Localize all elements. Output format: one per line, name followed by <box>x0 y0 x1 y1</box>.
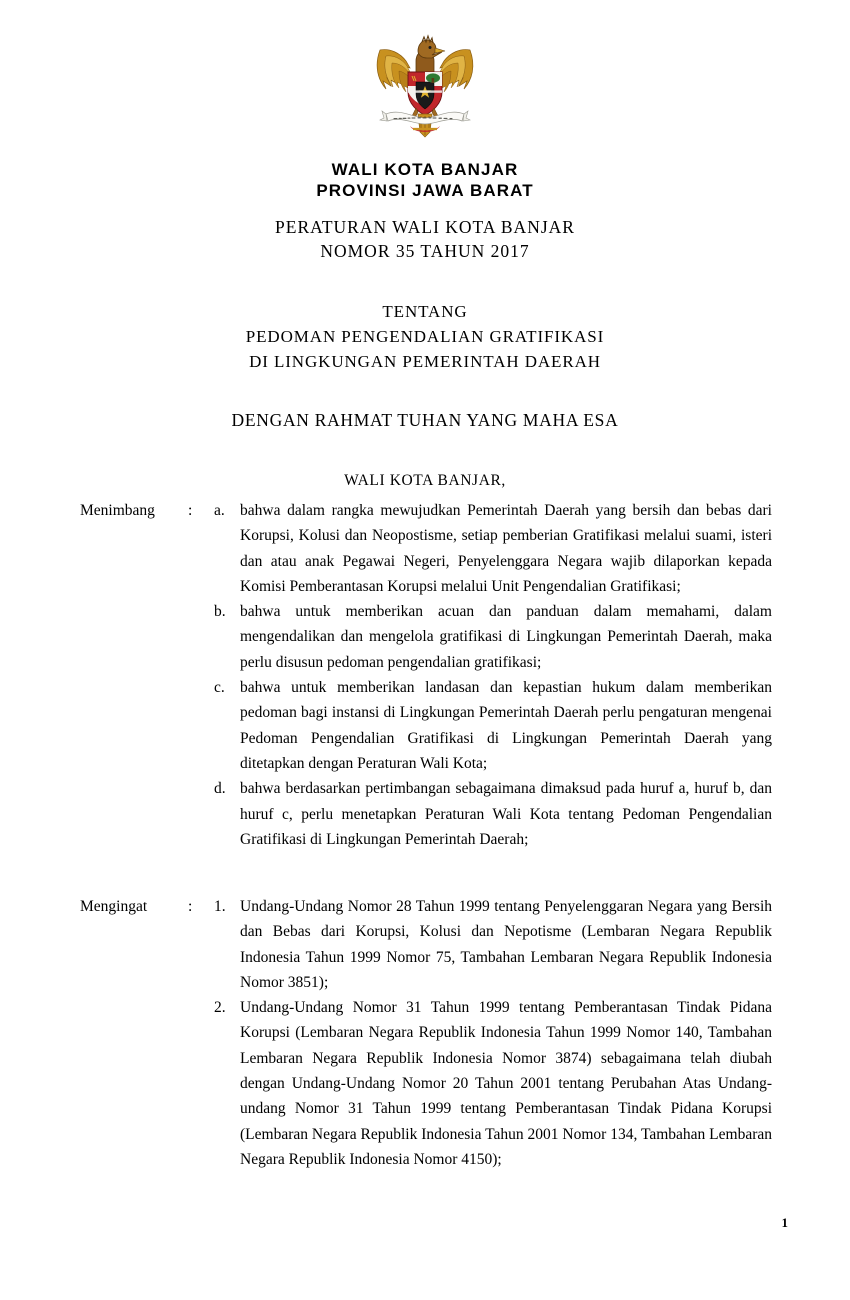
item-marker: 2. <box>214 999 226 1017</box>
regulation-number: NOMOR 35 TAHUN 2017 <box>320 241 530 261</box>
clause-colon-mengingat: : <box>188 898 193 915</box>
clause-mengingat <box>80 894 772 1172</box>
clause-item <box>214 675 772 776</box>
regulation-title-line1: PERATURAN WALI KOTA BANJAR <box>275 217 575 237</box>
clause-menimbang <box>80 498 772 852</box>
item-text: Undang-Undang Nomor 28 Tahun 1999 tentang Penyelenggaran Negara yang Bersih dan Bebas dari Korupsi, Kolusi dan Nepotisme (Lembaran Negara Republik Indonesia Tahun 1999 Nomor 75, Tambahan Lembaran Negara Republik Indonesia Nomor 3851); <box>240 898 772 991</box>
about-label: TENTANG <box>382 302 468 321</box>
item-text: bahwa untuk memberikan landasan dan kepastian hukum dalam memberikan pedoman bagi instansi di Lingkungan Pemerintah Daerah perlu pengaturan mengenai Pedoman Pengendalian Gratifikasi di Lingkungan Pemerintah Daerah yang ditetapkan dengan Peraturan Wali Kota; <box>240 679 772 772</box>
clause-item <box>214 498 772 599</box>
subject-title <box>0 299 850 374</box>
item-text: bahwa dalam rangka mewujudkan Pemerintah Daerah yang bersih dan bebas dari Korupsi, Kolusi dan Neopostisme, setiap pemberian Gratifikasi melalui suami, isteri dan atau anak Pegawai Negeri, Penyelenggara Negara wajib dilaporkan kepada Komisi Pemberantasan Korupsi melalui Unit Pengendalian Gratifikasi; <box>240 502 772 595</box>
subject-line1: PEDOMAN PENGENDALIAN GRATIFIKASI <box>245 327 605 346</box>
clause-item <box>214 776 772 852</box>
item-text: bahwa berdasarkan pertimbangan sebagaimana dimaksud pada huruf a, huruf b, dan huruf c, perlu menetapkan Peraturan Wali Kota tentang Pedoman Pengendalian Gratifikasi di Lingkungan Pemerintah Daerah; <box>240 780 772 848</box>
item-marker: b. <box>214 603 226 621</box>
clause-item <box>214 894 772 995</box>
clause-label-mengingat: Mengingat <box>80 898 148 915</box>
item-marker: d. <box>214 780 226 798</box>
clause-item <box>214 599 772 675</box>
clause-items-menimbang <box>214 498 772 852</box>
item-marker: 1. <box>214 898 226 915</box>
clause-label-menimbang: Menimbang <box>80 502 155 519</box>
emblem-container <box>0 28 850 140</box>
garuda-pancasila-emblem <box>366 28 484 140</box>
item-text: Undang-Undang Nomor 31 Tahun 1999 tentang Pemberantasan Tindak Pidana Korupsi (Lembaran Negara Republik Indonesia Tahun 1999 Nomor 140, Tambahan Lembaran Negara Republik Indonesia Nomor 3874) sebagaimana telah diubah dengan Undang-Undang Nomor 20 Tahun 2001 tentang Perubahan Atas Undang-undang Nomor 31 Tahun 1999 tentang Pemberantasan Tindak Pidana Korupsi (Lembaran Negara Republik Indonesia Tahun 2001 Nomor 134, Tambahan Lembaran Negara Republik Indonesia Nomor 4150); <box>240 999 772 1168</box>
item-marker: c. <box>214 679 225 697</box>
government-title-line2: PROVINSI JAWA BARAT <box>316 181 534 200</box>
page-number: 1 <box>781 1215 788 1230</box>
clause-items-mengingat <box>214 894 772 1172</box>
government-title-line1: WALI KOTA BANJAR <box>331 160 519 179</box>
item-marker: a. <box>214 502 225 519</box>
subject-line2: DI LINGKUNGAN PEMERINTAH DAERAH <box>249 352 601 371</box>
regulation-title <box>0 215 850 263</box>
item-text: bahwa untuk memberikan acuan dan panduan dalam memahami, dalam mengendalikan dan mengelola gratifikasi di Lingkungan Pemerintah Daerah, maka perlu disusun pedoman pengendalian gratifikasi; <box>240 603 772 671</box>
clause-item <box>214 995 772 1172</box>
mayor-line: WALI KOTA BANJAR, <box>344 472 506 489</box>
clause-colon-menimbang: : <box>188 502 193 519</box>
government-title <box>0 159 850 201</box>
blessing-line: DENGAN RAHMAT TUHAN YANG MAHA ESA <box>231 410 619 430</box>
